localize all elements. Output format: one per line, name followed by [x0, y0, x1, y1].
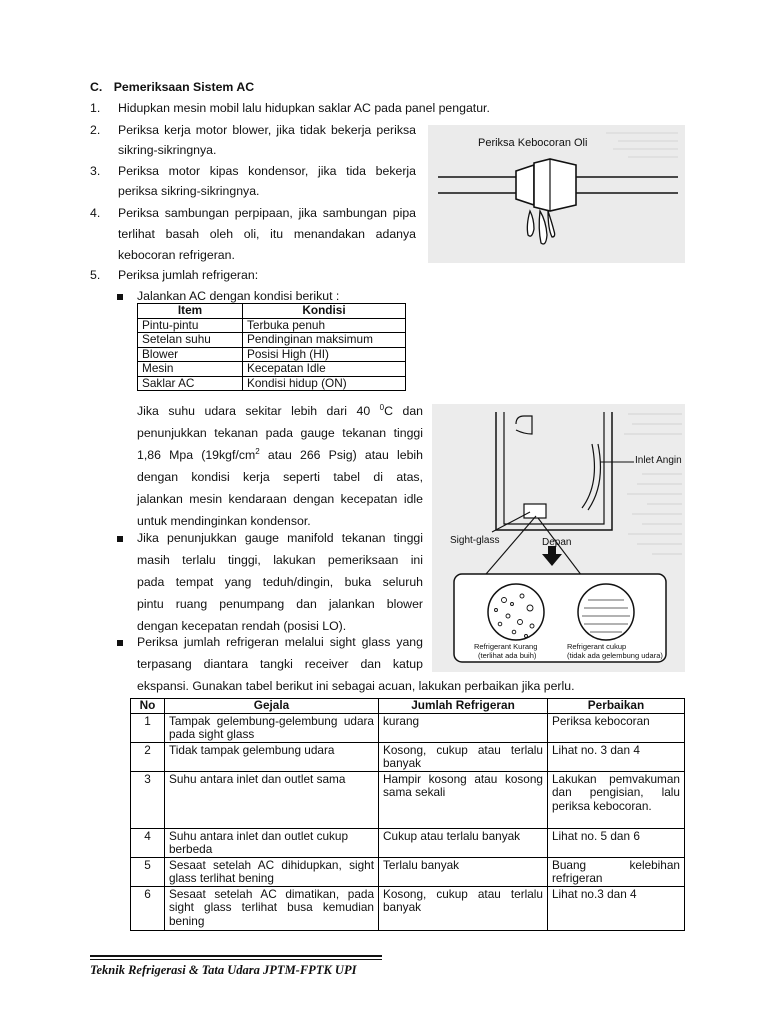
text-run: 1,86 Mpa (19kgf/cm	[137, 448, 256, 462]
step-text-line: Periksa sambungan perpipaan, jika sambungan pipa	[118, 206, 416, 220]
step-text-line: sikring-sikringnya.	[118, 143, 217, 157]
footer-text: Teknik Refrigerasi & Tata Udara JPTM-FPTK UPI	[90, 963, 357, 977]
step-text-line: Periksa kerja motor blower, jika tidak bekerja periksa	[118, 123, 416, 137]
table-cell: Tampak gelembung-gelembung udara pada sight glass	[165, 713, 379, 742]
table-row	[138, 318, 406, 333]
label-refrigerant-low-note: (terlihat ada buih)	[478, 651, 537, 660]
label-refrigerant-ok: Refrigerant cukup	[567, 642, 627, 651]
table-cell: Buang kelebihan refrigeran	[548, 857, 685, 886]
section-letter: C.	[90, 80, 103, 94]
paragraph-line: dengan kecepatan rendah (posisi LO).	[137, 619, 347, 633]
paragraph-line: jalankan mesin kendaraan dengan kecepatan idle	[137, 492, 423, 506]
table-cell: 4	[131, 828, 165, 857]
text-run: C dan	[384, 404, 423, 418]
figure-caption: Periksa Kebocoran Oli	[478, 137, 588, 149]
bullet-1-text: Jalankan AC dengan kondisi berikut :	[137, 289, 340, 303]
paragraph-line: pintu ruang penumpang dan jalankan blower	[137, 597, 423, 611]
table-cell: Suhu antara inlet dan outlet cukup berbeda	[165, 828, 379, 857]
paragraph-high-temp	[137, 404, 423, 536]
step-text: Hidupkan mesin mobil lalu hidupkan saklar AC pada panel pengatur.	[118, 101, 490, 115]
table-cell: kurang	[379, 713, 548, 742]
step-number: 3.	[90, 164, 101, 178]
table-cell: Blower	[138, 347, 243, 362]
paragraph-line: dengan kondisi kerja seperti tabel di atas,	[137, 470, 423, 484]
figure-oil-leak	[428, 125, 685, 263]
table-header-cell: No	[131, 699, 165, 714]
table-cell: 6	[131, 886, 165, 930]
table-cell: 3	[131, 771, 165, 828]
text-run: Jika suhu udara sekitar lebih dari 40	[137, 404, 380, 418]
table-header-row	[138, 304, 406, 319]
table-header-cell: Kondisi	[243, 304, 406, 319]
label-inlet-angin: Inlet Angin	[635, 455, 682, 466]
table-cell: Tidak tampak gelembung udara	[165, 742, 379, 771]
bullet-marker	[117, 536, 123, 542]
table-cell: Suhu antara inlet dan outlet sama	[165, 771, 379, 828]
table-row	[131, 886, 685, 930]
step-text-line: Periksa motor kipas kondensor, jika tida bekerja	[118, 164, 416, 178]
superscript: 2	[255, 446, 260, 456]
table-cell: Setelan suhu	[138, 333, 243, 348]
table-cell: Lihat no. 5 dan 6	[548, 828, 685, 857]
table-cell: Kosong, cukup atau terlalu banyak	[379, 742, 548, 771]
table-cell: Posisi High (HI)	[243, 347, 406, 362]
table-cell: Periksa kebocoran	[548, 713, 685, 742]
superscript: 0	[379, 402, 385, 412]
table-cell: Sesaat setelah AC dihidupkan, sight glass terlihat bening	[165, 857, 379, 886]
table-cell: 2	[131, 742, 165, 771]
table-cell: Kosong, cukup atau terlalu banyak	[379, 886, 548, 930]
table-cell: Hampir kosong atau kosong sama sekali	[379, 771, 548, 828]
table-cell: 1	[131, 713, 165, 742]
table-row	[138, 362, 406, 377]
table-cell: Kecepatan Idle	[243, 362, 406, 377]
paragraph-line	[137, 404, 423, 426]
table-cell: Lihat no. 3 dan 4	[548, 742, 685, 771]
table-row	[131, 828, 685, 857]
table-cell: 5	[131, 857, 165, 886]
table-cell: Sesaat setelah AC dimatikan, pada sight glass terlihat busa kemudian bening	[165, 886, 379, 930]
table-cell: Mesin	[138, 362, 243, 377]
table-cell: Pendinginan maksimum	[243, 333, 406, 348]
section-heading	[90, 80, 254, 95]
footer-rule	[90, 955, 382, 957]
bullet-3-text	[137, 635, 423, 679]
table-cell: Pintu-pintu	[138, 318, 243, 333]
label-refrigerant-ok-note: (tidak ada gelembung udara)	[567, 651, 663, 660]
table-cell: Cukup atau terlalu banyak	[379, 828, 548, 857]
label-sight-glass: Sight-glass	[450, 535, 500, 546]
step-number: 4.	[90, 206, 101, 220]
condition-table	[137, 303, 406, 391]
table-header-cell: Gejala	[165, 699, 379, 714]
label-depan: Depan	[542, 537, 572, 548]
figure-sight-glass	[432, 404, 685, 672]
table-row	[138, 376, 406, 391]
paragraph-line	[137, 448, 423, 470]
step-number: 1.	[90, 101, 101, 115]
label-refrigerant-low: Refrigerant Kurang	[474, 642, 538, 651]
paragraph-line: penunjukkan tekanan pada gauge tekanan tinggi	[137, 426, 423, 440]
bullet-marker	[117, 640, 123, 646]
table-row	[131, 771, 685, 828]
text-run: atau 266 Psig) atau lebih	[259, 448, 423, 462]
table-header-cell: Perbaikan	[548, 699, 685, 714]
section-title: Pemeriksaan Sistem AC	[113, 80, 255, 94]
table-cell: Terbuka penuh	[243, 318, 406, 333]
paragraph-line: Periksa jumlah refrigeran melalui sight glass yang	[137, 635, 423, 649]
step-number: 2.	[90, 123, 101, 137]
table-cell: Lihat no.3 dan 4	[548, 886, 685, 930]
paragraph-line: untuk mendinginkan kondensor.	[137, 514, 311, 528]
paragraph-line: masih terlalu tinggi, lakukan pemeriksaan ini	[137, 553, 423, 567]
bullet-marker	[117, 294, 123, 300]
paragraph-line: Jika penunjukkan gauge manifold tekanan tinggi	[137, 531, 423, 545]
paragraph-line: ekspansi. Gunakan tabel berikut ini sebagai acuan, lakukan perbaikan jika perlu.	[137, 679, 575, 693]
table-row	[138, 347, 406, 362]
table-row	[138, 333, 406, 348]
table-row	[131, 857, 685, 886]
table-cell: Terlalu banyak	[379, 857, 548, 886]
bullet-2-text	[137, 531, 423, 641]
table-row	[131, 742, 685, 771]
table-cell: Kondisi hidup (ON)	[243, 376, 406, 391]
table-row	[131, 713, 685, 742]
step-text-line: periksa sikring-sikringnya.	[118, 184, 260, 198]
diagnosis-table	[130, 698, 685, 931]
table-header-cell: Item	[138, 304, 243, 319]
step-text: Periksa jumlah refrigeran:	[118, 268, 259, 282]
table-cell: Saklar AC	[138, 376, 243, 391]
table-cell: Lakukan pemvakuman dan pengisian, lalu periksa kebocoran.	[548, 771, 685, 828]
paragraph-line: terpasang diantara tangki receiver dan katup	[137, 657, 423, 671]
step-text-line: kebocoran refrigeran.	[118, 248, 235, 262]
table-header-row	[131, 699, 685, 714]
step-text-line: terlihat basah oleh oli, itu menandakan adanya	[118, 227, 416, 241]
table-header-cell: Jumlah Refrigeran	[379, 699, 548, 714]
step-number: 5.	[90, 268, 101, 282]
footer-rule	[90, 959, 382, 960]
paragraph-line: pada tempat yang teduh/dingin, buka seluruh	[137, 575, 423, 589]
